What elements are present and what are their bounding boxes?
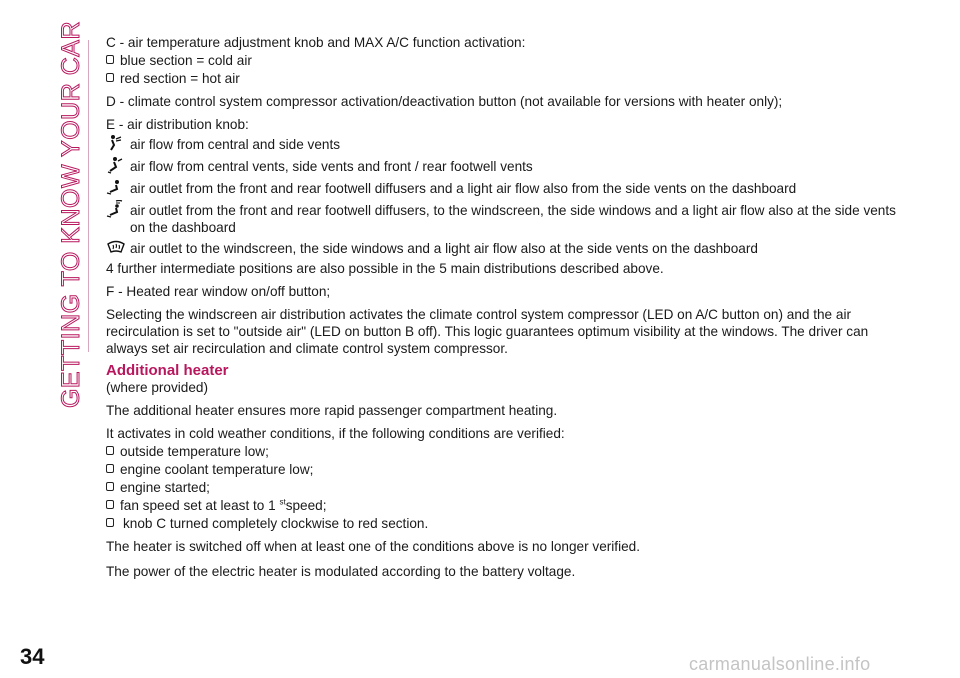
checkbox-bullet-icon <box>106 73 114 82</box>
where-provided-note: (where provided) <box>106 380 208 395</box>
windscreen-defrost-icon <box>106 239 126 257</box>
activates-paragraph: It activates in cold weather conditions, if the following conditions are verified: <box>106 426 565 441</box>
checkbox-bullet-icon <box>106 500 114 509</box>
list-item: air flow from central vents, side vents and front / rear footwell vents <box>106 156 906 175</box>
selecting-paragraph: Selecting the windscreen air distribution activates the climate control system compressor (LED on A/C button on) and the air recirculation is set to "outside air" (LED on button B off). This logic guarantees optimum visibility at the windows. The driver can always set air recirculation and climate control system compressor. <box>106 307 869 356</box>
e-line: E - air distribution knob: <box>106 117 249 132</box>
list-item: outside temperature low; <box>106 443 906 460</box>
f-line: F - Heated rear window on/off button; <box>106 284 331 299</box>
vent-feet-icon <box>106 178 126 196</box>
list-item: engine started; <box>106 479 906 496</box>
vent-face-icon <box>106 134 126 152</box>
ensures-paragraph: The additional heater ensures more rapid passenger compartment heating. <box>106 403 558 418</box>
checkbox-bullet-icon <box>106 446 114 455</box>
watermark: carmanualsonline.info <box>689 654 871 674</box>
section-side-title: GETTING TO KNOW YOUR CAR <box>57 20 86 409</box>
checkbox-bullet-icon <box>106 464 114 473</box>
list-item: blue section = cold air <box>106 52 906 69</box>
checkbox-bullet-icon <box>106 55 114 64</box>
switched-off-paragraph: The heater is switched off when at least one of the conditions above is no longer verified. <box>106 539 641 554</box>
d-line: D - climate control system compressor activation/deactivation button (not available for versions with heater only); <box>106 94 783 109</box>
list-item: air outlet to the windscreen, the side windows and a light air flow also at the side vents on the dashboard <box>106 239 906 257</box>
checkbox-bullet-icon <box>106 482 114 491</box>
side-rule-divider <box>88 40 89 352</box>
body-content <box>106 34 906 586</box>
list-item: air outlet from the front and rear footwell diffusers and a light air flow also from the side vents on the dashboard <box>106 178 906 197</box>
list-item: fan speed set at least to 1 $^{st}$speed; <box>106 497 906 514</box>
list-item: red section = hot air <box>106 70 906 87</box>
list-item: knob C turned completely clockwise to red section. <box>106 515 906 532</box>
list-item: air flow from central and side vents <box>106 134 906 153</box>
checkbox-bullet-icon <box>106 518 114 527</box>
c-line: C - air temperature adjustment knob and MAX A/C function activation: <box>106 35 526 50</box>
section-heading: Additional heater <box>106 362 229 379</box>
intermediate-note: 4 further intermediate positions are also possible in the 5 main distributions described above. <box>106 261 664 276</box>
power-paragraph: The power of the electric heater is modulated according to the battery voltage. <box>106 564 576 579</box>
list-item: engine coolant temperature low; <box>106 461 906 478</box>
list-item: air outlet from the front and rear footwell diffusers, to the windscreen, the side windows and a light air flow also at the side vents on the dashboard <box>106 200 906 236</box>
vent-feet-windscreen-icon <box>106 200 126 218</box>
page-number: 34 <box>20 644 45 669</box>
vent-face-feet-icon <box>106 156 126 174</box>
